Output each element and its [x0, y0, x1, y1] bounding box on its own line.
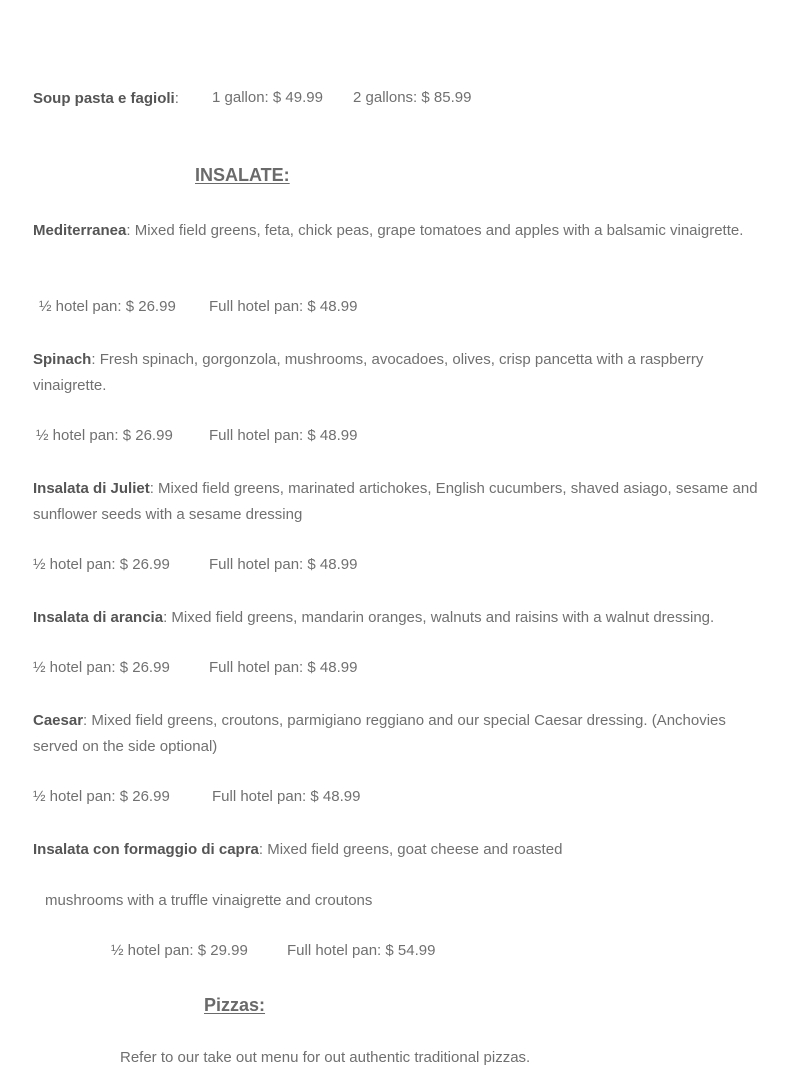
full-pan-price: Full hotel pan: $ 48.99	[209, 427, 358, 444]
half-pan-price: ½ hotel pan: $ 29.99	[111, 942, 248, 959]
soup-colon: :	[174, 90, 179, 107]
soup-price-1-gallon: 1 gallon: $ 49.99	[212, 89, 323, 106]
salad-insalata-con-formaggio-di-capra	[33, 837, 562, 862]
salad-description-continued: mushrooms with a truffle vinaigrette and croutons	[45, 892, 373, 909]
pizzas-note: Refer to our take out menu for out authentic traditional pizzas.	[120, 1049, 531, 1066]
half-pan-price: ½ hotel pan: $ 26.99	[36, 427, 173, 444]
salad-mediterranea	[33, 218, 758, 244]
salad-name: Spinach	[33, 351, 92, 368]
salad-name: Caesar	[33, 712, 84, 729]
full-pan-price: Full hotel pan: $ 48.99	[209, 556, 358, 573]
salad-name: Insalata di arancia	[33, 609, 164, 626]
salad-caesar	[33, 708, 758, 759]
soup-price-2-gallons: 2 gallons: $ 85.99	[353, 89, 472, 106]
half-pan-price: ½ hotel pan: $ 26.99	[39, 298, 176, 315]
salad-name: Mediterranea	[33, 222, 127, 239]
half-pan-price: ½ hotel pan: $ 26.99	[33, 659, 170, 676]
salad-description: : Mixed field greens, marinated artichokes, English cucumbers, shaved asiago, sesame and sunflower seeds with a sesame dressing	[33, 480, 758, 523]
salad-spinach	[33, 347, 758, 398]
salad-name: Insalata con formaggio di capra	[33, 841, 259, 858]
full-pan-price: Full hotel pan: $ 48.99	[209, 659, 358, 676]
salad-description: : Mixed field greens, mandarin oranges, walnuts and raisins with a walnut dressing.	[163, 609, 715, 626]
salad-description: : Fresh spinach, gorgonzola, mushrooms, avocadoes, olives, crisp pancetta with a raspberry vinaigrette.	[33, 351, 704, 394]
half-pan-price: ½ hotel pan: $ 26.99	[33, 556, 170, 573]
salad-name: Insalata di Juliet	[33, 480, 150, 497]
full-pan-price: Full hotel pan: $ 48.99	[209, 298, 358, 315]
salad-insalata-di-arancia	[33, 605, 758, 631]
insalate-heading: INSALATE:	[195, 165, 290, 185]
pizzas-heading: Pizzas:	[204, 995, 266, 1015]
soup-line	[33, 86, 179, 111]
half-pan-price: ½ hotel pan: $ 26.99	[33, 788, 170, 805]
full-pan-price: Full hotel pan: $ 54.99	[287, 942, 436, 959]
soup-name: Soup pasta e fagioli	[33, 90, 175, 107]
salad-description: : Mixed field greens, croutons, parmigiano reggiano and our special Caesar dressing. (Anchovies served on the side optional)	[33, 712, 726, 755]
salad-description: : Mixed field greens, goat cheese and roasted	[258, 841, 563, 858]
salad-insalata-di-juliet	[33, 476, 758, 527]
salad-description: : Mixed field greens, feta, chick peas, grape tomatoes and apples with a balsamic vinaigrette.	[126, 222, 744, 239]
full-pan-price: Full hotel pan: $ 48.99	[212, 788, 361, 805]
